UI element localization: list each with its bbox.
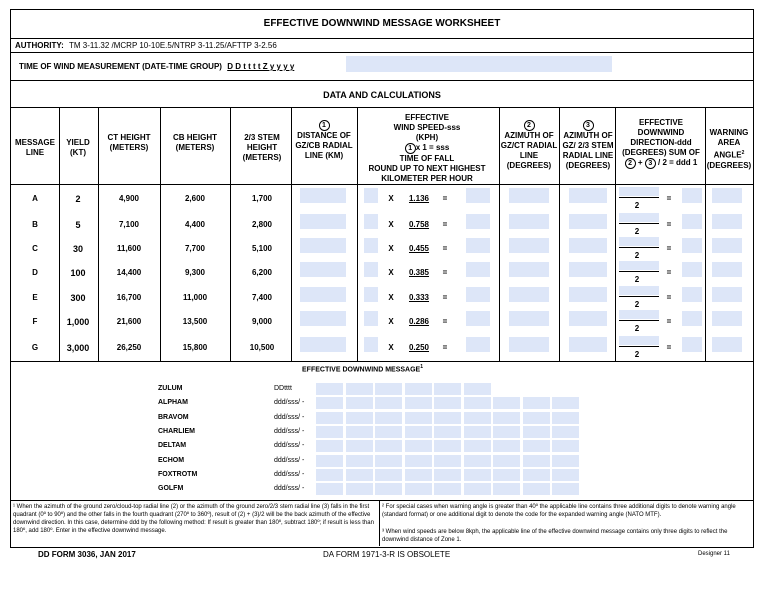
edm-digit-input[interactable] — [346, 469, 373, 481]
row-ct-height: 14,400 — [116, 268, 142, 277]
row-ct-height: 4,900 — [118, 194, 140, 203]
azimuth-ct-input[interactable] — [509, 238, 549, 253]
authority-row — [15, 41, 277, 50]
row-stem-height: 2,800 — [251, 220, 273, 229]
azimuth-stem-input[interactable] — [569, 287, 607, 302]
edm-digit-input[interactable] — [493, 469, 520, 481]
row-ct-height: 7,100 — [118, 220, 140, 229]
edm-digit-input[interactable] — [552, 397, 579, 409]
edm-digit-input[interactable] — [464, 455, 491, 467]
header-azimuth-ct-text: AZIMUTH OF GZ/CT RADIAL LINE (DEGREES) — [500, 131, 558, 170]
distance-input[interactable] — [300, 214, 346, 229]
section-title: DATA AND CALCULATIONS — [323, 90, 441, 100]
sum-input[interactable] — [619, 261, 659, 270]
effective-speed-input[interactable] — [466, 287, 490, 302]
edm-digit-input[interactable] — [523, 469, 550, 481]
equals-sign: = — [442, 194, 448, 203]
time-factor: 1.136 — [408, 194, 430, 203]
edm-line-code: DDtttt — [274, 385, 292, 392]
footnote-left: ¹ When the azimuth of the ground zero/cloud-top radial line (2) or the azimuth of the ground zero/2/3 stem radial line (3) falls in the first quadrant (0º to 90º) and the other falls in the fourth quadrant (270º to 360º), result of (2) + (3)/2 will be the back azimuth of the effective downwind direction. In this case, determine ddd by the following method: If result is greater than 180º, subtract 180º; if result is less than 180º, add 180º. Enter in the effective downwind message. — [13, 504, 374, 534]
edm-digit-input[interactable] — [493, 426, 520, 438]
edm-digit-input[interactable] — [552, 440, 579, 452]
warning-sup: 2 — [741, 150, 745, 156]
edm-digit-input[interactable] — [346, 383, 373, 395]
warning-label: WARNING AREA ANGLE — [709, 128, 749, 160]
equals-sign: = — [666, 244, 672, 253]
edm-digit-input[interactable] — [375, 412, 402, 424]
edm-digit-input[interactable] — [552, 469, 579, 481]
edm-digit-input[interactable] — [552, 455, 579, 467]
edm-digit-input[interactable] — [316, 426, 343, 438]
fraction-bar — [619, 296, 659, 297]
equals-sign: = — [666, 220, 672, 229]
row-line-label: F — [32, 317, 38, 326]
sum-input[interactable] — [619, 213, 659, 222]
edm-line-code: ddd/sss/ - — [274, 456, 305, 464]
row-ct-height: 11,600 — [116, 244, 142, 253]
header-azimuth-stem — [561, 120, 615, 171]
col-line — [98, 107, 99, 361]
equals-sign: = — [666, 268, 672, 277]
times-sign: X — [388, 220, 394, 229]
equals-sign: = — [666, 317, 672, 326]
edm-digit-input[interactable] — [346, 440, 373, 452]
edm-line-code: ddd/sss/ - — [274, 427, 305, 435]
edm-line-name: ZULUM — [158, 385, 183, 392]
edm-digit-input[interactable] — [405, 469, 432, 481]
warning-angle-input[interactable] — [712, 262, 742, 277]
direction-input[interactable] — [682, 311, 702, 326]
distance-input[interactable] — [300, 311, 346, 326]
time-row — [19, 62, 294, 71]
col-line — [230, 107, 231, 361]
time-factor: 0.455 — [408, 244, 430, 253]
edm-digit-input[interactable] — [493, 440, 520, 452]
time-of-wind-input[interactable] — [346, 56, 612, 72]
fraction-bar — [619, 197, 659, 198]
row-stem-height: 5,100 — [251, 244, 273, 253]
azimuth-stem-input[interactable] — [569, 188, 607, 203]
divider — [10, 500, 754, 501]
divide-by-two: 2 — [634, 251, 640, 260]
edm-digit-input[interactable] — [405, 397, 432, 409]
eff-speed-line3: (KPH) — [415, 133, 439, 142]
edm-digit-input[interactable] — [434, 469, 461, 481]
fraction-bar — [619, 271, 659, 272]
direction-input[interactable] — [682, 337, 702, 352]
row-line-label: C — [32, 244, 38, 253]
distance-input[interactable] — [300, 188, 346, 203]
divider — [10, 184, 754, 185]
header-azimuth-stem-text: AZIMUTH OF GZ/ 2/3 STEM RADIAL LINE (DEGREES) — [562, 131, 614, 170]
edm-digit-input[interactable] — [346, 426, 373, 438]
edm-digit-input[interactable] — [523, 397, 550, 409]
footer-form-number: DD FORM 3036, JAN 2017 — [38, 550, 136, 559]
edm-digit-input[interactable] — [405, 455, 432, 467]
times-sign: X — [388, 317, 394, 326]
col-line — [559, 107, 560, 361]
times-sign: X — [388, 194, 394, 203]
divider — [10, 361, 754, 362]
edm-title — [302, 364, 423, 373]
edm-line-name: DELTAM — [158, 442, 187, 450]
warning-angle-input[interactable] — [712, 311, 742, 326]
edm-line-code: ddd/sss/ - — [274, 485, 305, 493]
eff-speed-line2: WIND SPEED-sss — [393, 123, 461, 132]
edm-line-name: FOXTROTM — [158, 470, 198, 478]
equals-sign: = — [666, 194, 672, 203]
authority-value: TM 3-11.32 /MCRP 10-10E.5/NTRP 3-11.25/AFTTP 3-2.56 — [68, 41, 277, 50]
time-format: D D t t t t Z y y y y — [227, 62, 295, 71]
speed-input[interactable] — [364, 214, 378, 229]
time-factor: 0.333 — [408, 293, 430, 302]
edm-line-name: BRAVOM — [158, 413, 189, 421]
fraction-bar — [619, 223, 659, 224]
edm-digit-input[interactable] — [346, 412, 373, 424]
edm-digit-input[interactable] — [375, 397, 402, 409]
effective-speed-input[interactable] — [466, 337, 490, 352]
edm-digit-input[interactable] — [434, 455, 461, 467]
header-ct-height: CT HEIGHT (METERS) — [107, 133, 151, 152]
edm-digit-input[interactable] — [523, 483, 550, 495]
effective-speed-input[interactable] — [466, 311, 490, 326]
edm-digit-input[interactable] — [375, 455, 402, 467]
eff-speed-line6: ROUND UP TO NEXT HIGHEST KILOMETER PER HOUR — [368, 164, 486, 183]
direction-input[interactable] — [682, 188, 702, 203]
row-cb-height: 13,500 — [182, 317, 208, 326]
eff-dir-text: EFFECTIVE DOWNWIND DIRECTION-ddd (DEGREES) SUM OF — [622, 118, 700, 157]
edm-digit-input[interactable] — [464, 483, 491, 495]
col-line — [615, 107, 616, 361]
row-yield: 1,000 — [66, 317, 90, 327]
effective-speed-input[interactable] — [466, 262, 490, 277]
row-cb-height: 9,300 — [184, 268, 206, 277]
row-stem-height: 10,500 — [249, 343, 275, 352]
warning-angle-input[interactable] — [712, 214, 742, 229]
direction-input[interactable] — [682, 238, 702, 253]
edm-digit-input[interactable] — [316, 440, 343, 452]
equals-sign: = — [442, 293, 448, 302]
edm-line-code: ddd/sss/ - — [274, 442, 305, 450]
plus-sign: + — [637, 158, 643, 167]
row-line-label: A — [32, 194, 38, 203]
row-cb-height: 2,600 — [184, 194, 206, 203]
divide-by-two: 2 — [634, 300, 640, 309]
header-cb-height: CB HEIGHT (METERS) — [173, 133, 217, 152]
divide-by-two: 2 — [634, 201, 640, 210]
speed-input[interactable] — [364, 262, 378, 277]
equals-sign: = — [442, 268, 448, 277]
row-yield: 100 — [70, 268, 86, 278]
edm-digit-input[interactable] — [434, 483, 461, 495]
times-sign: X — [388, 244, 394, 253]
equals-sign: = — [666, 293, 672, 302]
edm-digit-input[interactable] — [316, 469, 343, 481]
azimuth-ct-input[interactable] — [509, 214, 549, 229]
header-effective-speed — [361, 113, 493, 184]
azimuth-stem-input[interactable] — [569, 337, 607, 352]
edm-line-name: ECHOM — [158, 456, 185, 464]
azimuth-ct-input[interactable] — [509, 262, 549, 277]
sum-input[interactable] — [619, 336, 659, 345]
edm-digit-input[interactable] — [434, 440, 461, 452]
edm-digit-input[interactable] — [375, 383, 402, 395]
edm-digit-input[interactable] — [523, 440, 550, 452]
edm-digit-input[interactable] — [523, 412, 550, 424]
row-stem-height: 9,000 — [251, 317, 273, 326]
azimuth-ct-input[interactable] — [509, 337, 549, 352]
edm-digit-input[interactable] — [316, 397, 343, 409]
row-line-label: G — [31, 343, 39, 352]
azimuth-stem-input[interactable] — [569, 262, 607, 277]
times-sign: X — [388, 293, 394, 302]
edm-digit-input[interactable] — [523, 455, 550, 467]
divide-by-two: 2 — [634, 324, 640, 333]
footnote-right-1: ² For special cases when warning angle is greater than 40º the applicable line contains three additional digits to denote warning angle (standard format) or one additional digit to denote the code for the expanded warning angle (NATO MTF). — [382, 504, 736, 518]
row-line-label: D — [32, 268, 38, 277]
times-sign: X — [388, 268, 394, 277]
divide-by-two: 2 — [634, 350, 640, 359]
eff-speed-line4 — [361, 143, 493, 154]
edm-digit-input[interactable] — [464, 383, 491, 395]
circled-3-icon: 3 — [645, 158, 656, 169]
edm-title-sup: 1 — [420, 364, 424, 370]
header-stem-height: 2/3 STEM HEIGHT (METERS) — [242, 133, 282, 162]
edm-line-code: ddd/sss/ - — [274, 470, 305, 478]
footer-designer: Designer 11 — [698, 551, 730, 557]
edm-digit-input[interactable] — [346, 483, 373, 495]
fraction-bar — [619, 346, 659, 347]
time-factor: 0.758 — [408, 220, 430, 229]
distance-input[interactable] — [300, 262, 346, 277]
row-stem-height: 6,200 — [251, 268, 273, 277]
authority-label: AUTHORITY: — [15, 41, 64, 50]
edm-digit-input[interactable] — [375, 426, 402, 438]
header-effective-direction — [617, 118, 705, 169]
divider — [10, 52, 754, 53]
row-cb-height: 4,400 — [184, 220, 206, 229]
header-azimuth-ct — [500, 120, 558, 171]
direction-input[interactable] — [682, 262, 702, 277]
eff-dir-formula — [617, 158, 705, 169]
times-sign: X — [388, 343, 394, 352]
warning-angle-input[interactable] — [712, 238, 742, 253]
col-line — [291, 107, 292, 361]
row-line-label: B — [32, 220, 38, 229]
edm-digit-input[interactable] — [316, 383, 343, 395]
row-yield: 3,000 — [66, 343, 90, 353]
circled-1-icon: 1 — [319, 120, 330, 131]
distance-input[interactable] — [300, 238, 346, 253]
warning-angle-input[interactable] — [712, 188, 742, 203]
form-title: EFFECTIVE DOWNWIND MESSAGE WORKSHEET — [263, 18, 501, 29]
edm-digit-input[interactable] — [375, 440, 402, 452]
edm-digit-input[interactable] — [552, 412, 579, 424]
row-yield: 300 — [70, 293, 86, 303]
edm-digit-input[interactable] — [434, 397, 461, 409]
distance-input[interactable] — [300, 337, 346, 352]
circled-1-icon: 1 — [405, 143, 416, 154]
footnote-divider — [379, 500, 380, 546]
edm-digit-input[interactable] — [552, 483, 579, 495]
edm-line-code: ddd/sss/ - — [274, 413, 305, 421]
row-ct-height: 21,600 — [116, 317, 142, 326]
edm-digit-input[interactable] — [316, 455, 343, 467]
edm-digit-input[interactable] — [434, 426, 461, 438]
direction-input[interactable] — [682, 214, 702, 229]
edm-digit-input[interactable] — [464, 412, 491, 424]
divider — [10, 38, 754, 39]
speed-input[interactable] — [364, 337, 378, 352]
edm-line-name: ALPHAM — [158, 399, 188, 407]
edm-title-text: EFFECTIVE DOWNWIND MESSAGE — [302, 366, 421, 374]
time-factor: 0.250 — [408, 343, 430, 352]
edm-digit-input[interactable] — [464, 469, 491, 481]
edm-digit-input[interactable] — [552, 426, 579, 438]
row-stem-height: 7,400 — [251, 293, 273, 302]
azimuth-ct-input[interactable] — [509, 287, 549, 302]
col-line — [357, 107, 358, 361]
edm-digit-input[interactable] — [493, 412, 520, 424]
speed-input[interactable] — [364, 238, 378, 253]
speed-input[interactable] — [364, 311, 378, 326]
equals-sign: = — [442, 220, 448, 229]
divide-by-two: 2 — [634, 227, 640, 236]
edm-line-name: CHARLIEM — [158, 427, 195, 435]
edm-digit-input[interactable] — [464, 397, 491, 409]
eff-speed-line1: EFFECTIVE — [404, 113, 449, 122]
edm-digit-input[interactable] — [464, 440, 491, 452]
edm-digit-input[interactable] — [464, 426, 491, 438]
warning-angle-input[interactable] — [712, 337, 742, 352]
row-stem-height: 1,700 — [251, 194, 273, 203]
time-factor: 0.286 — [408, 317, 430, 326]
time-label: TIME OF WIND MEASUREMENT (DATE-TIME GROUP) — [19, 62, 222, 71]
warning-unit: (DEGREES) — [706, 160, 752, 170]
edm-digit-input[interactable] — [493, 483, 520, 495]
circled-3-icon: 3 — [583, 120, 594, 131]
distance-input[interactable] — [300, 287, 346, 302]
equals-ddd: = ddd 1 — [669, 158, 698, 167]
edm-digit-input[interactable] — [523, 426, 550, 438]
edm-digit-input[interactable] — [375, 469, 402, 481]
edm-digit-input[interactable] — [434, 383, 461, 395]
divider — [10, 80, 754, 81]
circled-2-icon: 2 — [524, 120, 535, 131]
effective-speed-input[interactable] — [466, 238, 490, 253]
sum-input[interactable] — [619, 310, 659, 319]
azimuth-stem-input[interactable] — [569, 238, 607, 253]
header-yield: YIELD (KT) — [66, 138, 90, 157]
footnote-right-2: ³ When wind speeds are below 8kph, the applicable line of the effective downwind message contains only three digits to reflect the downwind distance of Zone 1. — [382, 529, 728, 543]
fraction-bar — [619, 320, 659, 321]
row-yield: 30 — [72, 244, 83, 254]
circled-2-icon: 2 — [625, 158, 636, 169]
row-ct-height: 26,250 — [116, 343, 142, 352]
col-line — [705, 107, 706, 361]
equals-sign: = — [666, 343, 672, 352]
edm-digit-input[interactable] — [405, 440, 432, 452]
row-yield: 2 — [75, 194, 81, 204]
speed-input[interactable] — [364, 188, 378, 203]
col-line — [499, 107, 500, 361]
edm-digit-input[interactable] — [346, 455, 373, 467]
edm-digit-input[interactable] — [405, 426, 432, 438]
row-yield: 5 — [75, 220, 81, 230]
row-ct-height: 16,700 — [116, 293, 142, 302]
azimuth-ct-input[interactable] — [509, 188, 549, 203]
effective-speed-input[interactable] — [466, 188, 490, 203]
edm-line-code: ddd/sss/ - — [274, 399, 305, 407]
edm-line-name: GOLFM — [158, 485, 184, 493]
edm-digit-input[interactable] — [405, 412, 432, 424]
warning-text — [705, 128, 753, 161]
row-cb-height: 7,700 — [184, 244, 206, 253]
divider — [10, 107, 754, 108]
equals-sign: = — [442, 317, 448, 326]
edm-digit-input[interactable] — [316, 412, 343, 424]
divide-by-two: / 2 — [658, 158, 667, 167]
edm-digit-input[interactable] — [493, 397, 520, 409]
edm-digit-input[interactable] — [375, 483, 402, 495]
row-cb-height: 11,000 — [182, 293, 208, 302]
warning-angle-input[interactable] — [712, 287, 742, 302]
sum-input[interactable] — [619, 286, 659, 295]
effective-speed-input[interactable] — [466, 214, 490, 229]
header-distance — [293, 120, 355, 161]
azimuth-stem-input[interactable] — [569, 311, 607, 326]
header-warning-angle — [705, 128, 753, 171]
speed-input[interactable] — [364, 287, 378, 302]
col-line — [59, 107, 60, 361]
footer-obsolete: DA FORM 1971-3-R IS OBSOLETE — [323, 550, 451, 559]
sum-input[interactable] — [619, 187, 659, 196]
divide-by-two: 2 — [634, 275, 640, 284]
eff-speed-line5: TIME OF FALL — [399, 154, 455, 163]
edm-digit-input[interactable] — [405, 483, 432, 495]
fraction-bar — [619, 247, 659, 248]
row-cb-height: 15,800 — [182, 343, 208, 352]
edm-digit-input[interactable] — [316, 483, 343, 495]
edm-digit-input[interactable] — [346, 397, 373, 409]
header-message-line: MESSAGE LINE — [14, 138, 55, 157]
equals-sign: = — [442, 343, 448, 352]
edm-digit-input[interactable] — [493, 455, 520, 467]
header-distance-text: DISTANCE OF GZ/CB RADIAL LINE (KM) — [295, 131, 353, 160]
azimuth-stem-input[interactable] — [569, 214, 607, 229]
time-factor: 0.385 — [408, 268, 430, 277]
eff-speed-formula: x 1 = sss — [415, 143, 450, 152]
row-line-label: E — [32, 293, 38, 302]
direction-input[interactable] — [682, 287, 702, 302]
azimuth-ct-input[interactable] — [509, 311, 549, 326]
sum-input[interactable] — [619, 237, 659, 246]
col-line — [160, 107, 161, 361]
edm-digit-input[interactable] — [434, 412, 461, 424]
edm-digit-input[interactable] — [405, 383, 432, 395]
equals-sign: = — [442, 244, 448, 253]
